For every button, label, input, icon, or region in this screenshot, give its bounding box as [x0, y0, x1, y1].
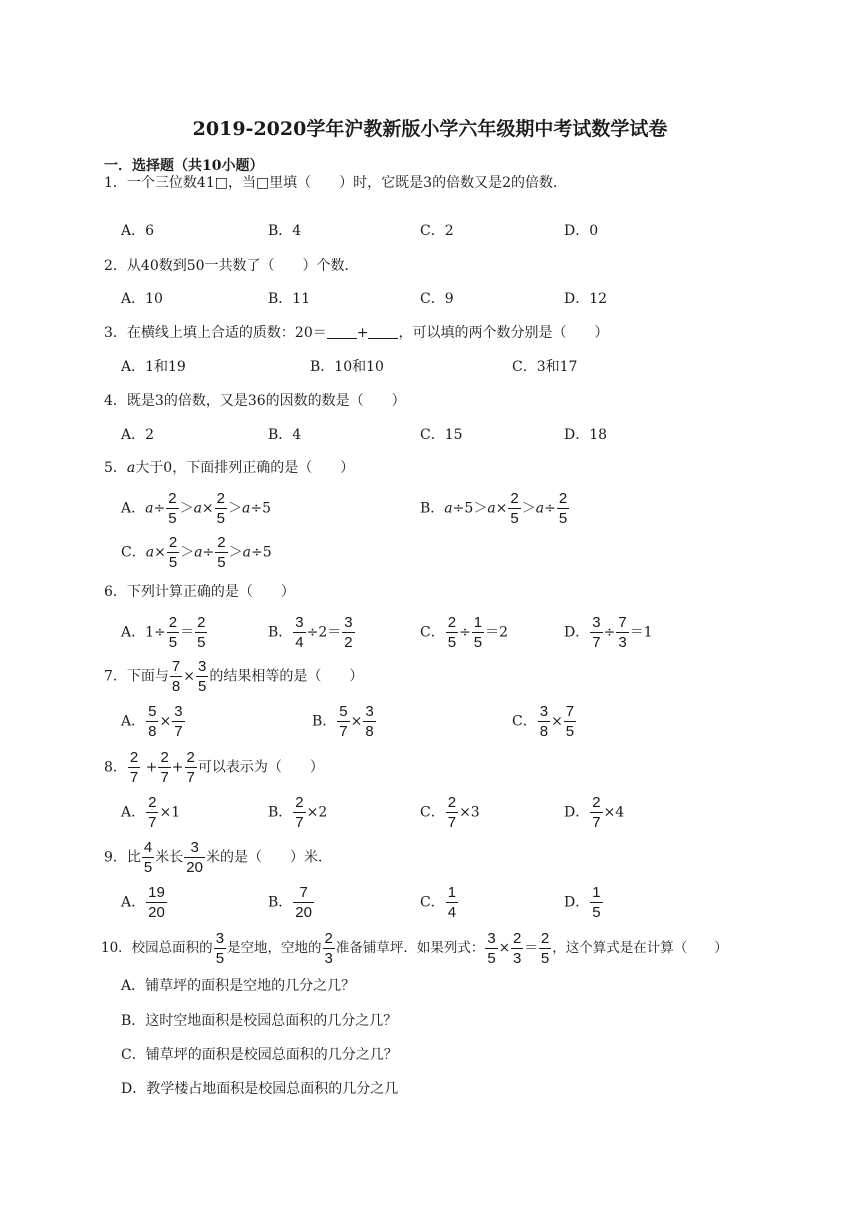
fraction: $\frac{3}{2}$: [344, 614, 353, 651]
q2-option-c: C．9: [420, 291, 454, 307]
q10-option-c: C．铺草坪的面积是校园总面积的几分之几？: [121, 1047, 398, 1063]
op: ＞: [179, 500, 194, 517]
q3-option-a: A．1和19: [121, 359, 186, 375]
option-label: D．: [564, 894, 590, 911]
number: 5: [464, 500, 474, 517]
q6-option-d: [564, 614, 653, 651]
fraction: $\frac{1}{4}$: [447, 884, 457, 921]
op: ×: [350, 713, 363, 730]
fraction: $\frac{7}{3}$: [618, 614, 627, 651]
fraction: $\frac{4}{5}$: [143, 839, 153, 876]
var-a: a: [193, 500, 202, 517]
q1-option-d: D．0: [564, 223, 599, 239]
question-5: [104, 457, 354, 479]
q10-option-b: B．这时空地面积是校园总面积的几分之几？: [121, 1013, 398, 1029]
fraction: $\frac{3}{5}$: [198, 658, 207, 695]
op: ＞: [228, 544, 243, 561]
question-8: [104, 749, 324, 786]
option-label: C．: [420, 894, 445, 911]
op: ÷: [153, 500, 166, 517]
q3-blank-2: [368, 324, 398, 339]
fraction: $\frac{1}{5}$: [592, 884, 601, 921]
op: ×: [183, 668, 195, 685]
option-label: D．: [564, 624, 590, 641]
fraction: $\frac{3}{7}$: [174, 703, 183, 740]
q3-option-c: C．3和17: [512, 359, 578, 375]
var-a: a: [487, 500, 496, 517]
q8-number: 8．: [104, 759, 127, 776]
option-label: C．: [420, 624, 445, 641]
q10-mid-1: 是空地，空地的: [227, 940, 322, 956]
fraction: $\frac{2}{7}$: [129, 749, 139, 786]
expr: 1÷: [145, 624, 166, 641]
question-9: [104, 839, 332, 876]
q5-option-c: [121, 534, 272, 571]
q3-option-b: B．10和10: [310, 359, 384, 375]
var-a: a: [535, 500, 545, 517]
q3-plus: +: [356, 325, 369, 341]
fraction: $\frac{7}{8}$: [171, 658, 181, 695]
op: ＞: [228, 500, 242, 517]
question-7: [104, 658, 363, 695]
q7-prefix: 7．下面与: [104, 668, 169, 685]
q4-option-c: C．15: [420, 427, 463, 443]
fraction: $\frac{2}{7}$: [447, 794, 457, 831]
fraction: $\frac{2}{5}$: [168, 534, 178, 571]
var-a: a: [145, 500, 154, 517]
fraction: $\frac{2}{7}$: [160, 749, 169, 786]
op: ÷: [459, 624, 471, 641]
fraction: $\frac{2}{5}$: [217, 534, 226, 571]
op: +: [145, 759, 158, 776]
fraction: $\frac{2}{7}$: [148, 794, 157, 831]
number: 5: [262, 500, 272, 517]
fraction: $\frac{3}{5}$: [487, 930, 496, 967]
q5-number: 5．: [104, 460, 127, 476]
q2-option-d: D．12: [564, 291, 608, 307]
q5-option-a: [121, 490, 271, 527]
option-label: D．: [564, 804, 590, 821]
option-label: C．: [121, 544, 146, 561]
section-heading: 一．选择题（共10小题）: [104, 158, 264, 174]
q4-option-d: D．18: [564, 427, 608, 443]
op: ÷: [603, 624, 616, 641]
option-label: B．: [268, 624, 293, 641]
expr: ＝1: [629, 624, 653, 641]
q2-option-a: A．10: [121, 291, 163, 307]
fraction: $\frac{2}{5}$: [197, 614, 206, 651]
q3-suffix: ，可以填的两个数分别是（ ）: [398, 325, 609, 341]
q8-option-a: [121, 794, 180, 831]
op: ÷: [452, 500, 465, 517]
fraction: $\frac{2}{5}$: [510, 490, 519, 527]
question-10: [101, 930, 728, 967]
option-label: A．: [121, 894, 146, 911]
var-a: a: [444, 500, 453, 517]
q5-option-b: [420, 490, 570, 527]
fraction: $\frac{7}{20}$: [295, 884, 312, 921]
op: ＝: [524, 940, 538, 956]
q9-prefix: 9．比: [104, 849, 141, 866]
fraction: $\frac{3}{8}$: [365, 703, 374, 740]
op: ÷: [544, 500, 556, 517]
fraction: $\frac{2}{3}$: [324, 930, 333, 967]
q4-option-a: A．2: [121, 427, 155, 443]
op: ×: [498, 940, 511, 956]
q9-mid: 米长: [155, 849, 184, 866]
op: ×: [159, 713, 172, 730]
op: ＞: [473, 500, 488, 517]
q8-option-c: [420, 794, 480, 831]
question-1: [104, 161, 567, 191]
q6-option-a: [121, 614, 208, 651]
q9-option-b: [268, 884, 315, 921]
op: ×: [495, 500, 508, 517]
question-4: 4．既是3的倍数，又是36的因数的数是（ ）: [104, 393, 406, 409]
option-label: C．: [420, 804, 445, 821]
op: ×: [154, 544, 166, 561]
option-label: B．: [312, 713, 337, 730]
expr: ×2: [306, 804, 328, 821]
q9-option-c: [420, 884, 459, 921]
q7-option-a: [121, 703, 186, 740]
op: ÷: [202, 544, 215, 561]
q9-option-d: [564, 884, 604, 921]
fraction: $\frac{5}{7}$: [339, 703, 348, 740]
q10-option-d: D．教学楼占地面积是校园总面积的几分之几: [121, 1081, 399, 1097]
op: +: [171, 759, 184, 776]
op: ＝: [180, 624, 195, 641]
q3-blank-1: [327, 324, 357, 339]
fraction: $\frac{5}{8}$: [148, 703, 157, 740]
fraction: $\frac{3}{8}$: [539, 703, 549, 740]
fraction: $\frac{2}{5}$: [540, 930, 550, 967]
q8-option-d: [564, 794, 624, 831]
q5-text: 大于0，下面排列正确的是（ ）: [135, 460, 355, 476]
var-a: a: [194, 544, 203, 561]
q9-option-a: [121, 884, 168, 921]
q10-prefix: 10．校园总面积的: [101, 940, 213, 956]
number: 5: [262, 544, 272, 561]
op: ＞: [180, 544, 195, 561]
fraction: $\frac{7}{5}$: [565, 703, 575, 740]
expr: ÷2＝: [306, 624, 342, 641]
option-label: B．: [268, 894, 293, 911]
option-label: B．: [268, 804, 293, 821]
question-2: 2．从40数到50一共数了（ ）个数．: [104, 258, 359, 274]
q4-option-b: B．4: [268, 427, 302, 443]
expr: ×3: [459, 804, 480, 821]
fraction: $\frac{2}{5}$: [558, 490, 568, 527]
var-a: a: [242, 544, 251, 561]
option-label: C．: [512, 713, 537, 730]
option-label: A．: [121, 624, 146, 641]
fraction: $\frac{2}{5}$: [447, 614, 457, 651]
fraction: $\frac{1}{5}$: [473, 614, 483, 651]
fraction: $\frac{3}{20}$: [186, 839, 203, 876]
q10-suffix: ，这个算式是在计算（ ）: [552, 940, 728, 956]
option-label: A．: [121, 804, 146, 821]
option-label: B．: [420, 500, 445, 517]
question-1-text: 1．一个三位数41□，当□里填（ ）时，它既是3的倍数又是2的倍数．: [104, 175, 567, 191]
q1-option-b: B．4: [268, 223, 302, 239]
var-a: a: [145, 544, 155, 561]
expr: ×1: [159, 804, 181, 821]
q1-option-a: A．6: [121, 223, 155, 239]
fraction: $\frac{2}{7}$: [295, 794, 304, 831]
question-3: [104, 322, 608, 344]
var-a: a: [242, 500, 251, 517]
fraction: $\frac{2}{3}$: [513, 930, 522, 967]
fraction: $\frac{2}{7}$: [186, 749, 195, 786]
q7-option-b: [312, 703, 377, 740]
q10-mid-2: 准备铺草坪．如果列式：: [335, 940, 485, 956]
fraction: $\frac{3}{7}$: [592, 614, 601, 651]
q6-option-b: [268, 614, 356, 651]
op: ÷: [250, 500, 263, 517]
question-6: 6．下列计算正确的是（ ）: [104, 584, 295, 600]
expr: ×4: [603, 804, 625, 821]
q10-option-a: A．铺草坪的面积是空地的几分之几？: [121, 978, 356, 994]
q5-var: a: [126, 460, 136, 476]
fraction: $\frac{3}{4}$: [295, 614, 304, 651]
q1-option-c: C．2: [420, 223, 454, 239]
q3-prefix: 3．在横线上填上合适的质数：20＝: [104, 325, 327, 341]
fraction: $\frac{2}{5}$: [216, 490, 225, 527]
q8-suffix: 可以表示为（ ）: [197, 759, 324, 776]
q2-option-b: B．11: [268, 291, 311, 307]
fraction: $\frac{19}{20}$: [148, 884, 165, 921]
q8-option-b: [268, 794, 327, 831]
q7-suffix: 的结果相等的是（ ）: [209, 668, 364, 685]
expr: ＝2: [485, 624, 509, 641]
op: ×: [551, 713, 563, 730]
option-label: A．: [121, 713, 146, 730]
q6-option-c: [420, 614, 508, 651]
fraction: $\frac{2}{5}$: [168, 490, 177, 527]
op: ＞: [521, 500, 536, 517]
fraction: $\frac{2}{7}$: [592, 794, 601, 831]
fraction: $\frac{3}{5}$: [215, 930, 225, 967]
option-label: A．: [121, 500, 146, 517]
fraction: $\frac{2}{5}$: [168, 614, 178, 651]
op: ×: [201, 500, 214, 517]
q9-suffix: 米的是（ ）米．: [205, 849, 332, 866]
q7-option-c: [512, 703, 577, 740]
page-title: 2019-2020学年沪教新版小学六年级期中考试数学试卷: [192, 118, 668, 140]
op: ÷: [250, 544, 263, 561]
